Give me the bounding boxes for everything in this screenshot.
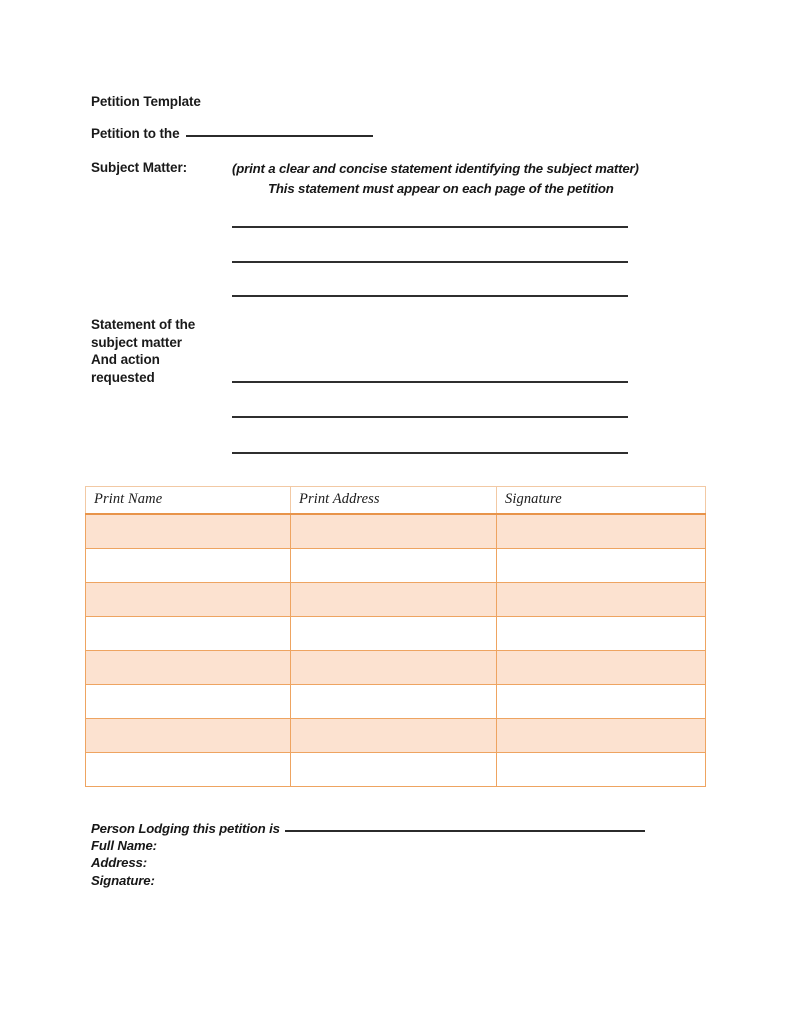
table-cell-signature[interactable]: [497, 753, 706, 787]
lodging-address-label: Address:: [91, 855, 147, 871]
column-header-print-name: Print Name: [86, 487, 291, 515]
table-cell-print-name[interactable]: [86, 753, 291, 787]
table-row: [86, 617, 706, 651]
subject-matter-blank-line-2[interactable]: [232, 261, 628, 263]
subject-matter-blank-line-1[interactable]: [232, 226, 628, 228]
lodging-full-name-label: Full Name:: [91, 838, 157, 854]
table-cell-print-name[interactable]: [86, 719, 291, 753]
lodging-intro-label: Person Lodging this petition is: [91, 821, 280, 836]
table-cell-print-address[interactable]: [291, 753, 497, 787]
column-header-print-address: Print Address: [291, 487, 497, 515]
table-cell-print-address[interactable]: [291, 549, 497, 583]
table-cell-print-name[interactable]: [86, 685, 291, 719]
table-cell-signature[interactable]: [497, 719, 706, 753]
petition-to-blank-line[interactable]: [186, 135, 373, 137]
table-cell-signature[interactable]: [497, 685, 706, 719]
statement-line-4: requested: [91, 369, 155, 385]
subject-matter-blank-line-3[interactable]: [232, 295, 628, 297]
lodging-signature-row: [91, 872, 645, 889]
table-row: [86, 685, 706, 719]
statement-blank-line-2[interactable]: [232, 416, 628, 418]
table-cell-signature[interactable]: [497, 514, 706, 549]
column-header-signature: Signature: [497, 487, 706, 515]
statement-block: [91, 316, 221, 386]
subject-matter-label: Subject Matter:: [91, 160, 188, 175]
statement-line-1: Statement of the: [91, 317, 196, 332]
table-cell-signature[interactable]: [497, 549, 706, 583]
table-cell-print-address[interactable]: [291, 617, 497, 651]
lodging-address-row: [91, 854, 645, 871]
lodging-full-name-row: [91, 837, 645, 854]
table-row: [86, 651, 706, 685]
signature-table-body: [86, 514, 706, 787]
table-cell-print-name[interactable]: [86, 651, 291, 685]
table-cell-print-name[interactable]: [86, 583, 291, 617]
petition-to-row: [91, 126, 373, 141]
table-cell-print-address[interactable]: [291, 583, 497, 617]
table-cell-print-address[interactable]: [291, 719, 497, 753]
signature-table: [85, 486, 706, 787]
subject-matter-note: [232, 159, 639, 199]
table-row: [86, 719, 706, 753]
statement-line-2: subject matter: [91, 334, 182, 350]
statement-line-3: And action: [91, 352, 160, 368]
table-cell-signature[interactable]: [497, 617, 706, 651]
table-cell-print-name[interactable]: [86, 617, 291, 651]
lodging-signature-label: Signature:: [91, 872, 155, 888]
statement-blank-line-3[interactable]: [232, 452, 628, 454]
subject-matter-note-line-1: (print a clear and concise statement identifying the subject matter): [232, 161, 639, 176]
table-header-row: [86, 487, 706, 515]
table-cell-signature[interactable]: [497, 583, 706, 617]
table-row: [86, 549, 706, 583]
subject-matter-note-line-2: This statement must appear on each page of the petition: [268, 181, 614, 196]
table-row: [86, 583, 706, 617]
petition-to-label: Petition to the: [91, 126, 180, 141]
lodging-blank-line[interactable]: [285, 830, 645, 832]
table-cell-print-address[interactable]: [291, 514, 497, 549]
lodging-intro-row: [91, 820, 645, 837]
statement-blank-line-1[interactable]: [232, 381, 628, 383]
table-row: [86, 514, 706, 549]
table-cell-signature[interactable]: [497, 651, 706, 685]
table-row: [86, 753, 706, 787]
table-cell-print-address[interactable]: [291, 685, 497, 719]
table-cell-print-address[interactable]: [291, 651, 497, 685]
table-cell-print-name[interactable]: [86, 514, 291, 549]
lodging-person-block: [91, 820, 645, 889]
page-title: Petition Template: [91, 94, 201, 109]
table-cell-print-name[interactable]: [86, 549, 291, 583]
